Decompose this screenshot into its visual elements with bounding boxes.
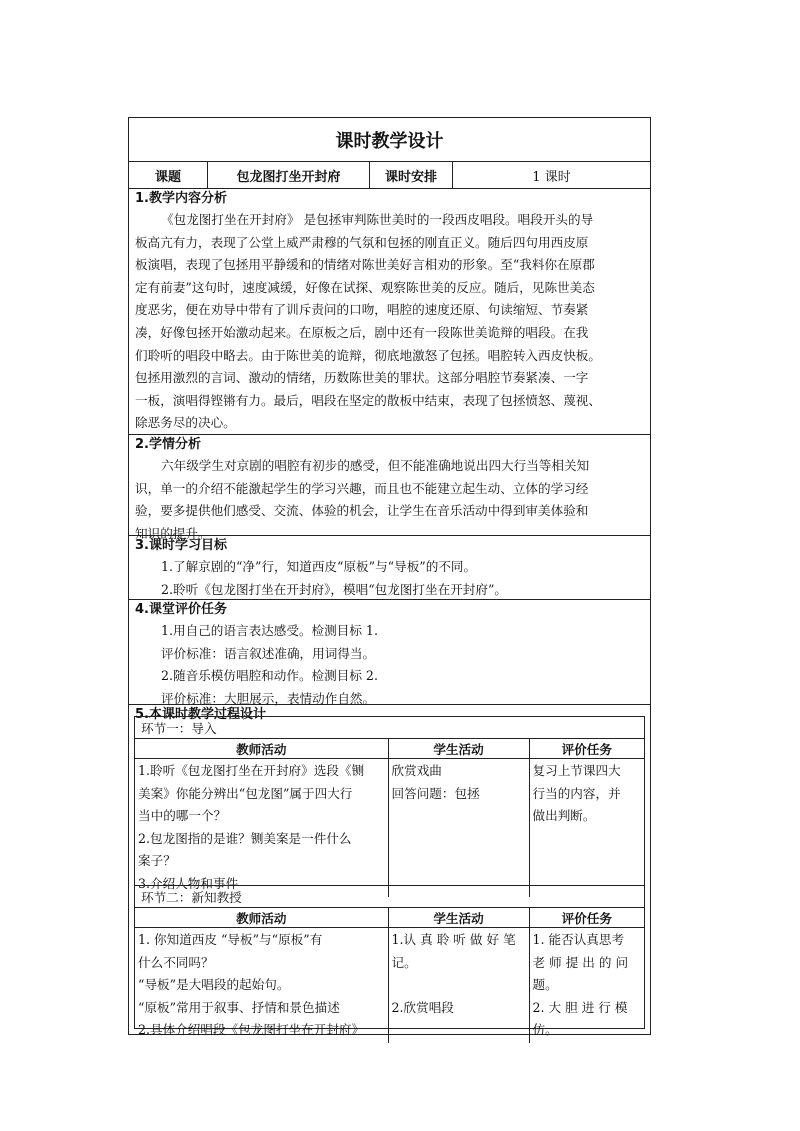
- cell-line: [392, 974, 526, 997]
- topic-value: 包龙图打坐开封府: [208, 162, 370, 188]
- text-line: 评价标准：语言叙述准确，用词得当。: [161, 645, 376, 661]
- cell-line: 2. 大 胆 进 行 模: [532, 999, 628, 1015]
- text-line: 凑，好像包拯开始激动起来。在原板之后，剧中还有一段陈世美诡辩的唱段。在我: [135, 324, 589, 340]
- text-line: 1.用自己的语言表达感受。检测目标 1.: [161, 623, 378, 638]
- cell-line: 美案》你能分辨出“包龙图”属于四大行: [138, 785, 353, 801]
- stage-label: 环节一：导入: [135, 717, 644, 739]
- cell-line: 2.欣赏唱段: [391, 999, 454, 1015]
- text-line: 评价标准：大胆展示，表情动作自然。: [161, 690, 376, 706]
- column-header-teacher: 教师活动: [135, 908, 388, 928]
- section-heading: 4.课堂评价任务: [135, 602, 227, 617]
- info-row: [129, 162, 650, 189]
- cell-line: 3.介绍人物和事件: [138, 875, 239, 891]
- student-activity-cell: [388, 759, 529, 897]
- cell-line: 当中的哪一个？: [138, 808, 227, 824]
- cell-line: “导板”是大唱段的起始句。: [138, 977, 290, 993]
- cell-line: 复习上节课四大: [532, 763, 621, 778]
- text-line: 除恶务尽的决心。: [135, 415, 236, 431]
- column-header-student: 学生活动: [388, 739, 529, 759]
- text-line: 们聆听的唱段中略去。由于陈世美的诡辩，彻底地激怒了包拯。唱腔转入西皮快板。: [135, 347, 601, 363]
- stage-intro-table: [134, 716, 645, 891]
- topic-label: 课题: [129, 162, 208, 188]
- cell-line: 做出判断。: [532, 808, 596, 824]
- section-heading: 2.学情分析: [135, 437, 201, 452]
- section-body: [135, 620, 644, 710]
- document-title: 课时教学设计: [129, 118, 650, 162]
- text-line: 六年级学生对京剧的唱腔有初步的感受，但不能准确地说出四大行当等相关知: [161, 458, 590, 473]
- section-learner-analysis: [129, 435, 650, 541]
- text-line: 度恶劣，便在劝导中带有了训斥责问的口吻，唱腔的速度还原、句读缩短、节奏紧: [135, 302, 589, 318]
- section-body: [135, 209, 644, 435]
- text-line: 包拯用激烈的言词、激动的情绪，历数陈世美的罪状。这部分唱腔节奏紧凑、一字: [135, 370, 589, 386]
- column-header-student: 学生活动: [388, 908, 529, 928]
- text-line: 板演唱，表现了包拯用平静缓和的情绪对陈世美好言相劝的形象。至“我料你在原郡: [135, 257, 595, 273]
- column-header-evaluation: 评价任务: [529, 908, 644, 928]
- text-line: 1.了解京剧的“净”行，知道西皮“原板”与“导板”的不同。: [161, 559, 477, 574]
- section-body: [135, 455, 644, 545]
- cell-line: 行当的内容，并: [532, 785, 621, 801]
- cell-line: 老 师 提 出 的 问: [532, 954, 629, 970]
- cell-line: 2.具体介绍唱段《包龙图打坐在开封府》: [138, 1022, 365, 1038]
- student-activity-cell: [388, 928, 529, 1043]
- text-line: 识，单一的介绍不能激起学生的学习兴趣，而且也不能建立起生动、立体的学习经: [135, 480, 589, 496]
- stage-activity-grid: [135, 739, 644, 897]
- column-header-evaluation: 评价任务: [529, 739, 644, 759]
- cell-line: 欣赏戏曲: [391, 763, 442, 778]
- cell-line: 1.聆听《包龙图打坐在开封府》选段《铡: [138, 763, 365, 778]
- schedule-value: 1 课时: [532, 169, 571, 185]
- cell-line: 什么不同吗？: [138, 954, 214, 970]
- cell-line: “原板”常用于叙事、抒情和景色描述: [138, 999, 340, 1015]
- section-content-analysis: [129, 189, 650, 435]
- cell-line: 回答问题：包拯: [391, 785, 480, 801]
- section-evaluation-tasks: [129, 600, 650, 705]
- teacher-activity-cell: [135, 928, 388, 1043]
- teacher-activity-cell: [135, 759, 388, 897]
- cell-line: 记。: [391, 954, 417, 970]
- stage-label: 环节二：新知教授: [135, 886, 644, 908]
- text-line: 2.随音乐模仿唱腔和动作。检测目标 2.: [161, 668, 378, 684]
- section-body: [135, 556, 644, 601]
- cell-line: 1.认 真 聆 听 做 好 笔: [391, 932, 516, 947]
- cell-line: 仿。: [532, 1022, 558, 1038]
- text-line: 《包龙图打坐在开封府》 是包拯审判陈世美时的一段西皮唱段。唱段开头的导: [161, 212, 594, 227]
- text-line: 2.聆听《包龙图打坐在开封府》，模唱“包龙图打坐在开封府”。: [161, 581, 508, 597]
- schedule-label: 课时安排: [370, 162, 453, 188]
- evaluation-task-cell: [529, 928, 644, 1043]
- column-header-teacher: 教师活动: [135, 739, 388, 759]
- cell-line: 2.包龙图指的是谁？铡美案是一件什么: [138, 830, 352, 846]
- text-line: 板高亢有力，表现了公堂上威严肃穆的气氛和包拯的刚直正义。随后四句用西皮原: [135, 234, 589, 250]
- cell-line: 1. 你知道西皮 “导板”与“原板”有: [138, 932, 323, 947]
- text-line: 验，要多提供他们感受、交流、体验的机会，让学生在音乐活动中得到审美体验和: [135, 503, 589, 519]
- cell-line: 题。: [532, 977, 558, 993]
- section-learning-goals: [129, 536, 650, 600]
- stage-activity-grid: [135, 908, 644, 1043]
- stage-new-knowledge-table: [134, 885, 645, 1038]
- section-heading: 1.教学内容分析: [135, 191, 227, 206]
- cell-line: 1. 能否认真思考: [532, 932, 625, 947]
- text-line: 知识的提升。: [135, 525, 211, 541]
- cell-line: 案子？: [138, 853, 176, 869]
- text-line: 定有前妻”这句时，速度减缓，好像在试探、观察陈世美的反应。随后，见陈世美态: [135, 279, 595, 295]
- section-heading: 3.课时学习目标: [135, 538, 227, 553]
- section-heading: 5.本课时教学过程设计: [135, 707, 266, 722]
- evaluation-task-cell: [529, 759, 644, 897]
- text-line: 一板，演唱得铿锵有力。最后，唱段在坚定的散板中结束，表现了包拯愤怒、蔑视、: [135, 392, 601, 408]
